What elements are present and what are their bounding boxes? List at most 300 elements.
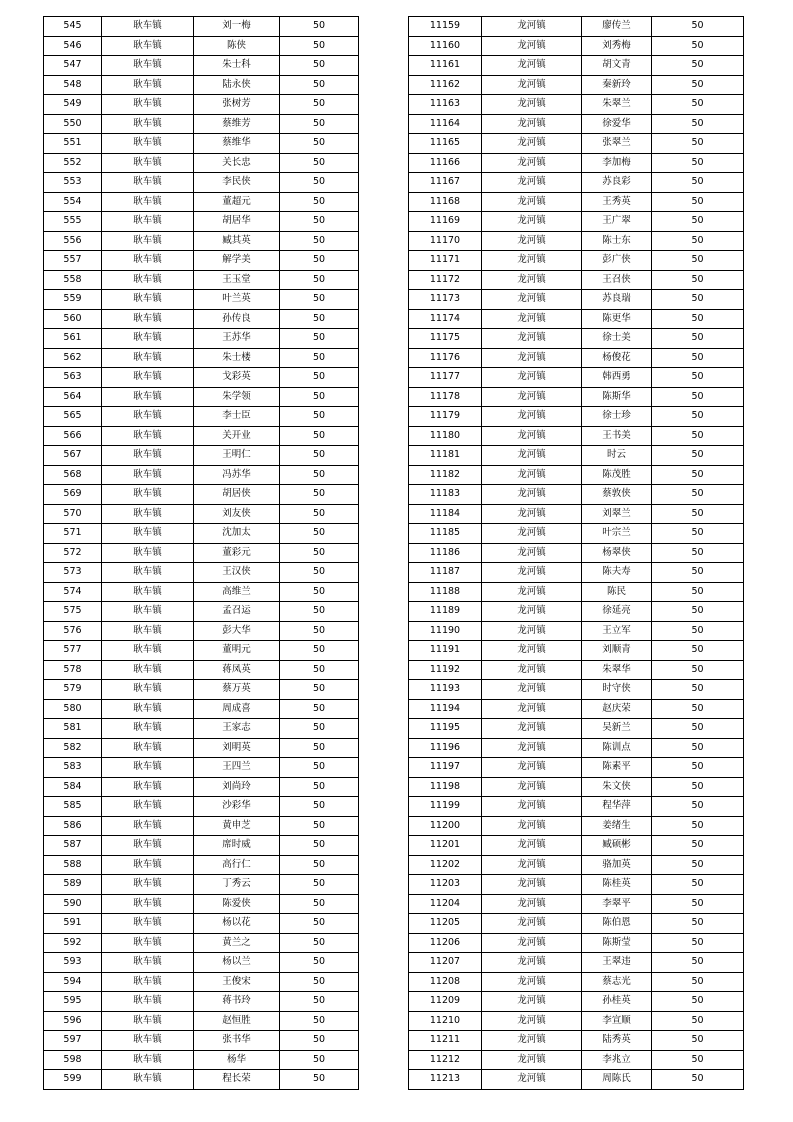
amount-cell: 50 (652, 1070, 744, 1090)
town-cell: 耿车镇 (102, 212, 194, 232)
serial-number-cell: 11194 (409, 699, 482, 719)
amount-cell: 50 (652, 602, 744, 622)
table-row (44, 992, 359, 1012)
amount-cell: 50 (652, 660, 744, 680)
town-cell: 耿车镇 (102, 36, 194, 56)
table-row (44, 504, 359, 524)
amount-cell: 50 (280, 153, 359, 173)
name-cell: 陈侠 (194, 36, 280, 56)
name-cell: 朱文侠 (582, 777, 652, 797)
name-cell: 李宣顺 (582, 1011, 652, 1031)
table-row (409, 153, 744, 173)
serial-number-cell: 566 (44, 426, 102, 446)
amount-cell: 50 (280, 972, 359, 992)
serial-number-cell: 547 (44, 56, 102, 76)
town-cell: 龙河镇 (482, 992, 582, 1012)
table-row (44, 524, 359, 544)
table-row (44, 660, 359, 680)
table-row (409, 426, 744, 446)
town-cell: 耿车镇 (102, 680, 194, 700)
serial-number-cell: 11168 (409, 192, 482, 212)
serial-number-cell: 11201 (409, 836, 482, 856)
amount-cell: 50 (652, 329, 744, 349)
table-row (409, 192, 744, 212)
name-cell: 蔡维芳 (194, 114, 280, 134)
name-cell: 陈桂英 (582, 875, 652, 895)
table-row (409, 543, 744, 563)
name-cell: 王立军 (582, 621, 652, 641)
town-cell: 耿车镇 (102, 407, 194, 427)
table-row (409, 504, 744, 524)
serial-number-cell: 11193 (409, 680, 482, 700)
amount-cell: 50 (652, 407, 744, 427)
name-cell: 沙彩华 (194, 797, 280, 817)
table-row (409, 173, 744, 193)
serial-number-cell: 11176 (409, 348, 482, 368)
serial-number-cell: 11205 (409, 914, 482, 934)
amount-cell: 50 (652, 524, 744, 544)
serial-number-cell: 11190 (409, 621, 482, 641)
amount-cell: 50 (280, 75, 359, 95)
table-row (409, 836, 744, 856)
serial-number-cell: 11181 (409, 446, 482, 466)
amount-cell: 50 (652, 504, 744, 524)
amount-cell: 50 (280, 270, 359, 290)
table-row (409, 797, 744, 817)
serial-number-cell: 11167 (409, 173, 482, 193)
serial-number-cell: 11203 (409, 875, 482, 895)
name-cell: 董明元 (194, 641, 280, 661)
name-cell: 刘尚玲 (194, 777, 280, 797)
serial-number-cell: 576 (44, 621, 102, 641)
name-cell: 刘明英 (194, 738, 280, 758)
name-cell: 关长忠 (194, 153, 280, 173)
serial-number-cell: 559 (44, 290, 102, 310)
name-cell: 程华萍 (582, 797, 652, 817)
serial-number-cell: 11177 (409, 368, 482, 388)
table-row (409, 758, 744, 778)
table-row (409, 816, 744, 836)
town-cell: 龙河镇 (482, 1070, 582, 1090)
table-row (44, 855, 359, 875)
town-cell: 耿车镇 (102, 446, 194, 466)
name-cell: 臧其英 (194, 231, 280, 251)
name-cell: 赵恒胜 (194, 1011, 280, 1031)
serial-number-cell: 555 (44, 212, 102, 232)
name-cell: 张翠兰 (582, 134, 652, 154)
serial-number-cell: 554 (44, 192, 102, 212)
amount-cell: 50 (652, 1050, 744, 1070)
name-cell: 蔡敦侠 (582, 485, 652, 505)
serial-number-cell: 11188 (409, 582, 482, 602)
serial-number-cell: 11182 (409, 465, 482, 485)
serial-number-cell: 565 (44, 407, 102, 427)
amount-cell: 50 (280, 524, 359, 544)
amount-cell: 50 (652, 972, 744, 992)
serial-number-cell: 545 (44, 17, 102, 37)
table-row (44, 894, 359, 914)
amount-cell: 50 (280, 621, 359, 641)
name-cell: 朱士楼 (194, 348, 280, 368)
town-cell: 龙河镇 (482, 914, 582, 934)
name-cell: 蔡维华 (194, 134, 280, 154)
amount-cell: 50 (280, 563, 359, 583)
amount-cell: 50 (280, 758, 359, 778)
amount-cell: 50 (652, 348, 744, 368)
amount-cell: 50 (280, 582, 359, 602)
table-row (409, 290, 744, 310)
serial-number-cell: 579 (44, 680, 102, 700)
name-cell: 臧硕彬 (582, 836, 652, 856)
town-cell: 龙河镇 (482, 641, 582, 661)
serial-number-cell: 591 (44, 914, 102, 934)
table-row (44, 465, 359, 485)
table-row (44, 1050, 359, 1070)
name-cell: 黄兰之 (194, 933, 280, 953)
amount-cell: 50 (280, 212, 359, 232)
amount-cell: 50 (652, 1031, 744, 1051)
table-row (44, 348, 359, 368)
name-cell: 杨以花 (194, 914, 280, 934)
amount-cell: 50 (652, 836, 744, 856)
table-row (44, 212, 359, 232)
town-cell: 耿车镇 (102, 290, 194, 310)
table-row (44, 36, 359, 56)
table-row (44, 972, 359, 992)
town-cell: 耿车镇 (102, 836, 194, 856)
name-cell: 王书美 (582, 426, 652, 446)
table-row (409, 1050, 744, 1070)
table-row (44, 738, 359, 758)
amount-cell: 50 (652, 699, 744, 719)
amount-cell: 50 (652, 992, 744, 1012)
serial-number-cell: 549 (44, 95, 102, 115)
name-cell: 刘一梅 (194, 17, 280, 37)
serial-number-cell: 580 (44, 699, 102, 719)
name-cell: 蒋凤英 (194, 660, 280, 680)
serial-number-cell: 11200 (409, 816, 482, 836)
town-cell: 耿车镇 (102, 75, 194, 95)
town-cell: 龙河镇 (482, 212, 582, 232)
table-row (409, 134, 744, 154)
town-cell: 龙河镇 (482, 816, 582, 836)
amount-cell: 50 (652, 816, 744, 836)
name-cell: 蒋书玲 (194, 992, 280, 1012)
amount-cell: 50 (652, 738, 744, 758)
name-cell: 骆加英 (582, 855, 652, 875)
amount-cell: 50 (280, 875, 359, 895)
name-cell: 王汉侠 (194, 563, 280, 583)
amount-cell: 50 (280, 36, 359, 56)
amount-cell: 50 (280, 1011, 359, 1031)
serial-number-cell: 546 (44, 36, 102, 56)
town-cell: 龙河镇 (482, 855, 582, 875)
name-cell: 陈素平 (582, 758, 652, 778)
serial-number-cell: 11187 (409, 563, 482, 583)
name-cell: 李民侠 (194, 173, 280, 193)
town-cell: 龙河镇 (482, 290, 582, 310)
table-row (44, 680, 359, 700)
table-row (44, 329, 359, 349)
serial-number-cell: 582 (44, 738, 102, 758)
right-table (408, 16, 744, 1090)
amount-cell: 50 (280, 719, 359, 739)
serial-number-cell: 11166 (409, 153, 482, 173)
town-cell: 耿车镇 (102, 1050, 194, 1070)
serial-number-cell: 568 (44, 465, 102, 485)
serial-number-cell: 592 (44, 933, 102, 953)
serial-number-cell: 11207 (409, 953, 482, 973)
name-cell: 冯苏华 (194, 465, 280, 485)
name-cell: 陈夫寿 (582, 563, 652, 583)
town-cell: 龙河镇 (482, 836, 582, 856)
serial-number-cell: 570 (44, 504, 102, 524)
name-cell: 陈斯华 (582, 387, 652, 407)
name-cell: 朱士科 (194, 56, 280, 76)
town-cell: 耿车镇 (102, 134, 194, 154)
table-row (409, 992, 744, 1012)
table-row (44, 953, 359, 973)
serial-number-cell: 581 (44, 719, 102, 739)
table-row (44, 582, 359, 602)
town-cell: 龙河镇 (482, 329, 582, 349)
table-row (409, 465, 744, 485)
name-cell: 高维兰 (194, 582, 280, 602)
table-row (409, 933, 744, 953)
table-row (44, 231, 359, 251)
table-row (409, 582, 744, 602)
serial-number-cell: 11209 (409, 992, 482, 1012)
town-cell: 龙河镇 (482, 446, 582, 466)
serial-number-cell: 586 (44, 816, 102, 836)
town-cell: 龙河镇 (482, 602, 582, 622)
serial-number-cell: 11159 (409, 17, 482, 37)
serial-number-cell: 11192 (409, 660, 482, 680)
town-cell: 龙河镇 (482, 465, 582, 485)
town-cell: 龙河镇 (482, 797, 582, 817)
table-row (409, 56, 744, 76)
amount-cell: 50 (280, 485, 359, 505)
table-row (44, 270, 359, 290)
town-cell: 龙河镇 (482, 953, 582, 973)
town-cell: 龙河镇 (482, 387, 582, 407)
serial-number-cell: 11173 (409, 290, 482, 310)
amount-cell: 50 (280, 465, 359, 485)
name-cell: 王俊宋 (194, 972, 280, 992)
serial-number-cell: 594 (44, 972, 102, 992)
name-cell: 徐士美 (582, 329, 652, 349)
table-row (409, 719, 744, 739)
town-cell: 龙河镇 (482, 524, 582, 544)
table-row (409, 602, 744, 622)
name-cell: 王家志 (194, 719, 280, 739)
amount-cell: 50 (280, 797, 359, 817)
town-cell: 龙河镇 (482, 17, 582, 37)
serial-number-cell: 585 (44, 797, 102, 817)
amount-cell: 50 (652, 387, 744, 407)
amount-cell: 50 (652, 582, 744, 602)
amount-cell: 50 (652, 758, 744, 778)
name-cell: 时云 (582, 446, 652, 466)
table-row (409, 251, 744, 271)
serial-number-cell: 564 (44, 387, 102, 407)
table-row (409, 387, 744, 407)
name-cell: 彭大华 (194, 621, 280, 641)
name-cell: 席时威 (194, 836, 280, 856)
name-cell: 陈更华 (582, 309, 652, 329)
name-cell: 王秀英 (582, 192, 652, 212)
amount-cell: 50 (652, 680, 744, 700)
serial-number-cell: 598 (44, 1050, 102, 1070)
town-cell: 耿车镇 (102, 699, 194, 719)
town-cell: 耿车镇 (102, 914, 194, 934)
amount-cell: 50 (280, 855, 359, 875)
table-row (409, 524, 744, 544)
name-cell: 时守侠 (582, 680, 652, 700)
name-cell: 徐爱华 (582, 114, 652, 134)
name-cell: 王召侠 (582, 270, 652, 290)
table-row (409, 329, 744, 349)
amount-cell: 50 (652, 368, 744, 388)
table-row (409, 270, 744, 290)
serial-number-cell: 11175 (409, 329, 482, 349)
town-cell: 龙河镇 (482, 660, 582, 680)
name-cell: 丁秀云 (194, 875, 280, 895)
name-cell: 蔡志光 (582, 972, 652, 992)
town-cell: 耿车镇 (102, 95, 194, 115)
town-cell: 耿车镇 (102, 1031, 194, 1051)
town-cell: 耿车镇 (102, 485, 194, 505)
serial-number-cell: 597 (44, 1031, 102, 1051)
name-cell: 孙桂英 (582, 992, 652, 1012)
amount-cell: 50 (280, 251, 359, 271)
town-cell: 龙河镇 (482, 894, 582, 914)
name-cell: 李加梅 (582, 153, 652, 173)
table-row (409, 875, 744, 895)
town-cell: 耿车镇 (102, 894, 194, 914)
name-cell: 王翠违 (582, 953, 652, 973)
table-row (44, 719, 359, 739)
name-cell: 陈民 (582, 582, 652, 602)
town-cell: 耿车镇 (102, 875, 194, 895)
serial-number-cell: 11195 (409, 719, 482, 739)
amount-cell: 50 (652, 914, 744, 934)
serial-number-cell: 11174 (409, 309, 482, 329)
town-cell: 耿车镇 (102, 231, 194, 251)
serial-number-cell: 11160 (409, 36, 482, 56)
name-cell: 张书华 (194, 1031, 280, 1051)
serial-number-cell: 11197 (409, 758, 482, 778)
serial-number-cell: 575 (44, 602, 102, 622)
table-row (44, 485, 359, 505)
town-cell: 龙河镇 (482, 563, 582, 583)
name-cell: 刘友侠 (194, 504, 280, 524)
name-cell: 刘翠兰 (582, 504, 652, 524)
table-row (44, 95, 359, 115)
serial-number-cell: 558 (44, 270, 102, 290)
town-cell: 龙河镇 (482, 1031, 582, 1051)
amount-cell: 50 (280, 816, 359, 836)
table-row (44, 251, 359, 271)
amount-cell: 50 (652, 114, 744, 134)
serial-number-cell: 11204 (409, 894, 482, 914)
table-row (409, 446, 744, 466)
town-cell: 耿车镇 (102, 543, 194, 563)
name-cell: 胡居华 (194, 212, 280, 232)
name-cell: 吴新兰 (582, 719, 652, 739)
table-row (409, 563, 744, 583)
amount-cell: 50 (280, 426, 359, 446)
serial-number-cell: 574 (44, 582, 102, 602)
amount-cell: 50 (280, 231, 359, 251)
town-cell: 龙河镇 (482, 582, 582, 602)
name-cell: 程长荣 (194, 1070, 280, 1090)
table-row (409, 699, 744, 719)
name-cell: 刘顺青 (582, 641, 652, 661)
town-cell: 耿车镇 (102, 582, 194, 602)
amount-cell: 50 (280, 173, 359, 193)
town-cell: 耿车镇 (102, 368, 194, 388)
table-row (44, 699, 359, 719)
serial-number-cell: 11180 (409, 426, 482, 446)
amount-cell: 50 (652, 543, 744, 563)
name-cell: 周成喜 (194, 699, 280, 719)
name-cell: 孙传良 (194, 309, 280, 329)
amount-cell: 50 (280, 680, 359, 700)
serial-number-cell: 589 (44, 875, 102, 895)
table-row (409, 972, 744, 992)
table-row (44, 75, 359, 95)
serial-number-cell: 11210 (409, 1011, 482, 1031)
amount-cell: 50 (652, 1011, 744, 1031)
serial-number-cell: 11191 (409, 641, 482, 661)
serial-number-cell: 562 (44, 348, 102, 368)
serial-number-cell: 599 (44, 1070, 102, 1090)
town-cell: 龙河镇 (482, 699, 582, 719)
town-cell: 龙河镇 (482, 1011, 582, 1031)
table-row (44, 758, 359, 778)
table-row (409, 114, 744, 134)
table-row (409, 17, 744, 37)
serial-number-cell: 11178 (409, 387, 482, 407)
name-cell: 李士臣 (194, 407, 280, 427)
town-cell: 耿车镇 (102, 797, 194, 817)
amount-cell: 50 (280, 134, 359, 154)
town-cell: 耿车镇 (102, 992, 194, 1012)
amount-cell: 50 (280, 290, 359, 310)
amount-cell: 50 (280, 953, 359, 973)
town-cell: 龙河镇 (482, 758, 582, 778)
town-cell: 龙河镇 (482, 621, 582, 641)
town-cell: 龙河镇 (482, 368, 582, 388)
table-row (409, 485, 744, 505)
table-row (44, 290, 359, 310)
serial-number-cell: 11208 (409, 972, 482, 992)
town-cell: 耿车镇 (102, 758, 194, 778)
town-cell: 龙河镇 (482, 407, 582, 427)
serial-number-cell: 11213 (409, 1070, 482, 1090)
amount-cell: 50 (280, 894, 359, 914)
table-row (409, 212, 744, 232)
amount-cell: 50 (652, 309, 744, 329)
name-cell: 陆永侠 (194, 75, 280, 95)
serial-number-cell: 11183 (409, 485, 482, 505)
serial-number-cell: 11169 (409, 212, 482, 232)
name-cell: 陈茂胜 (582, 465, 652, 485)
town-cell: 耿车镇 (102, 719, 194, 739)
table-row (44, 797, 359, 817)
amount-cell: 50 (280, 699, 359, 719)
